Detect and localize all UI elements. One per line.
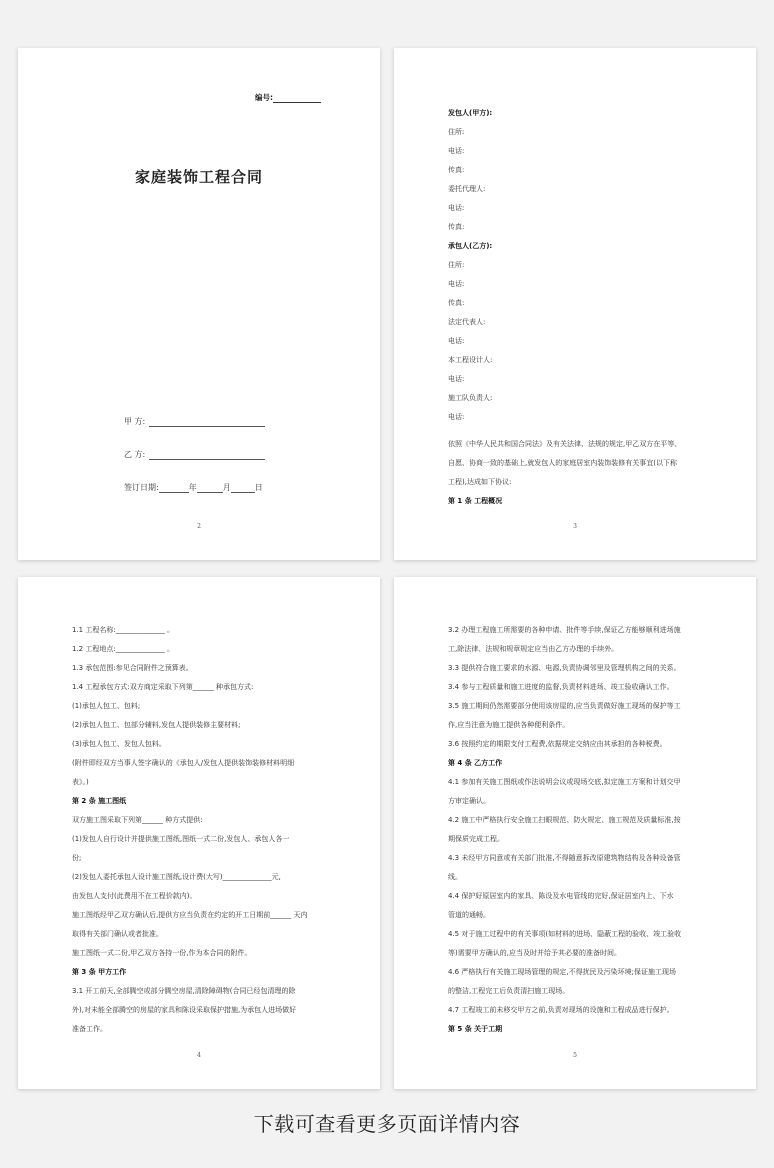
- text-line: 工,除法律、法规和规章规定应当由乙方办理的手续外。: [448, 645, 619, 653]
- agreement-paragraph-line: 自愿、协商一致的基础上,就发包人的家庭居室内装饰装修有关事宜(以下称: [448, 459, 677, 467]
- text-line: 电话:: [448, 413, 465, 421]
- text-line: 3.1 开工前天,全部腾空或部分腾空房屋,清除障碍物(合同已经包清理的除: [72, 987, 296, 995]
- text-line: 表》。): [72, 778, 89, 786]
- text-line: 4.1 参加有关施工图纸或作法说明会议或现场交底,拟定施工方案和计划交甲: [448, 778, 681, 786]
- text-line: 电话:: [448, 147, 465, 155]
- text-line: 3.3 提供符合施工要求的水源、电源,负责协调邻里及管理机构之间的关系。: [448, 664, 681, 672]
- article-heading: 第 1 条 工程概况: [448, 497, 503, 505]
- text-line: 住所:: [448, 261, 465, 269]
- document-page-3: [18, 577, 380, 1089]
- text-line: 3.6 按照约定的期限支付工程费,依据规定交纳应由其承担的各种税费。: [448, 740, 667, 748]
- text-line: 由发包人支付(此费用不在工程价款内)。: [72, 892, 197, 900]
- document-page-4: [394, 577, 756, 1089]
- agreement-paragraph-line: 工程),达成如下协议:: [448, 478, 512, 486]
- text-line: 传真:: [448, 223, 465, 231]
- article-heading: 第 4 条 乙方工作: [448, 759, 503, 767]
- page-number: 4: [197, 1052, 201, 1059]
- text-line: (附件即经双方当事人签字确认的《承包人/发包人提供装饰装修材料明细: [72, 759, 295, 767]
- text-line: 等)需要甲方确认的,应当及时并给予其必要的准备时间。: [448, 949, 621, 957]
- contract-title: 家庭装饰工程合同: [134, 168, 263, 186]
- article-heading: 第 3 条 甲方工作: [72, 968, 127, 976]
- text-line: 施工图纸一式二份,甲乙双方各持一份,作为本合同的附件。: [72, 949, 252, 957]
- party-b-signature-line: 乙 方:: [124, 449, 265, 460]
- document-page-2: [394, 48, 756, 560]
- page-number: 5: [573, 1052, 577, 1059]
- text-line: (2)承包人包工、包部分辅料,发包人提供装修主要材料;: [72, 721, 241, 729]
- text-line: 方审定确认。: [448, 797, 490, 805]
- text-line: 4.7 工程竣工前未移交甲方之前,负责对现场的设施和工程成品进行保护。: [448, 1006, 674, 1014]
- text-line: 1.4 工程承包方式:双方商定采取下列第______ 种承包方式:: [72, 683, 254, 691]
- text-line: (1)发包人自行设计并提供施工图纸,图纸一式二份,发包人、承包人各一: [72, 835, 290, 843]
- party-a-signature-line: 甲 方:: [124, 416, 265, 427]
- text-line: 电话:: [448, 337, 465, 345]
- download-caption: 下载可查看更多页面详情内容: [253, 1112, 521, 1136]
- text-line: 传真:: [448, 299, 465, 307]
- contract-clauses-block: [72, 621, 344, 1039]
- text-line: 双方施工图采取下列第______ 种方式提供:: [72, 816, 203, 824]
- page-number: 3: [573, 523, 577, 530]
- page-number: 2: [197, 523, 201, 530]
- agreement-paragraph-line: 依照《中华人民共和国合同法》及有关法律、法规的规定,甲乙双方在平等、: [448, 440, 682, 448]
- article-heading: 发包人(甲方):: [448, 109, 493, 117]
- contract-clauses-block: [448, 621, 720, 1039]
- article-heading: 承包人(乙方):: [448, 242, 493, 250]
- text-line: 1.2 工程地点:______________ 。: [72, 645, 174, 653]
- text-line: 住所:: [448, 128, 465, 136]
- text-line: 准备工作。: [72, 1025, 107, 1033]
- text-line: 3.5 施工期间仍然需要部分使用该房屋的,应当负责做好施工现场的保护等工: [448, 702, 681, 710]
- text-line: 4.4 保护好原居室内的家具、陈设及水电管线的完好,保证居室内上、下水: [448, 892, 674, 900]
- text-line: (2)发包人委托承包人设计施工图纸,设计费(大写)______________元,: [72, 873, 281, 881]
- text-line: 期保质完成工程。: [448, 835, 504, 843]
- text-line: 的整洁,工程完工后负责清扫施工现场。: [448, 987, 570, 995]
- text-line: 传真:: [448, 166, 465, 174]
- text-line: 取得有关部门确认或者批准。: [72, 930, 163, 938]
- text-line: 3.4 参与工程质量和施工进度的监督,负责材料进场、竣工验收确认工作。: [448, 683, 674, 691]
- text-line: 施工图纸经甲乙双方确认后,提供方应当负责在约定的开工日期前______ 天内: [72, 911, 308, 919]
- text-line: (3)承包人包工、发包人包料。: [72, 740, 166, 748]
- signing-date-line: 签订日期: 年 月 日: [124, 483, 263, 492]
- text-line: 3.2 办理工程施工所需要的各种申请、批件等手续,保证乙方能够顺利进场施: [448, 626, 681, 634]
- text-line: 电话:: [448, 204, 465, 212]
- text-line: 4.2 施工中严格执行安全施工扫眼规范、防火规定、施工规范及质量标准,按: [448, 816, 681, 824]
- text-line: 电话:: [448, 280, 465, 288]
- text-line: 管道的通畅。: [448, 911, 490, 919]
- text-line: 1.3 承包范围:参见合同附件之预算表。: [72, 664, 193, 672]
- text-line: 线。: [448, 873, 462, 881]
- text-line: 本工程设计人:: [448, 356, 493, 364]
- text-line: 1.1 工程名称:______________ 。: [72, 626, 174, 634]
- parties-info-block: [448, 104, 720, 511]
- document-page-cover: [18, 48, 380, 560]
- contract-code: 编号:: [255, 92, 321, 103]
- code-blank: [273, 94, 321, 103]
- text-line: 外),对未能全部腾空的房屋的家具和陈设采取保护措施,为承包人进场做好: [72, 1006, 297, 1014]
- text-line: 份;: [72, 854, 82, 862]
- text-line: 4.5 对于施工过程中的有关事项(如材料的进场、隐蔽工程的验收、竣工验收: [448, 930, 682, 938]
- text-line: 法定代表人:: [448, 318, 486, 326]
- text-line: 4.3 未经甲方同意或有关部门批准,不得随意拆改原建筑物结构及各种设备管: [448, 854, 681, 862]
- text-line: 委托代理人:: [448, 185, 486, 193]
- text-line: 4.6 严格执行有关施工现场管理的规定,不得扰民及污染环境;保证施工现场: [448, 968, 676, 976]
- text-line: 作,应当注意为施工提供各种便利条件。: [448, 721, 570, 729]
- article-heading: 第 2 条 施工图纸: [72, 797, 127, 805]
- article-heading: 第 5 条 关于工期: [448, 1025, 503, 1033]
- text-line: 电话:: [448, 375, 465, 383]
- text-line: 施工队负责人:: [448, 394, 493, 402]
- text-line: (1)承包人包工、包料;: [72, 702, 141, 710]
